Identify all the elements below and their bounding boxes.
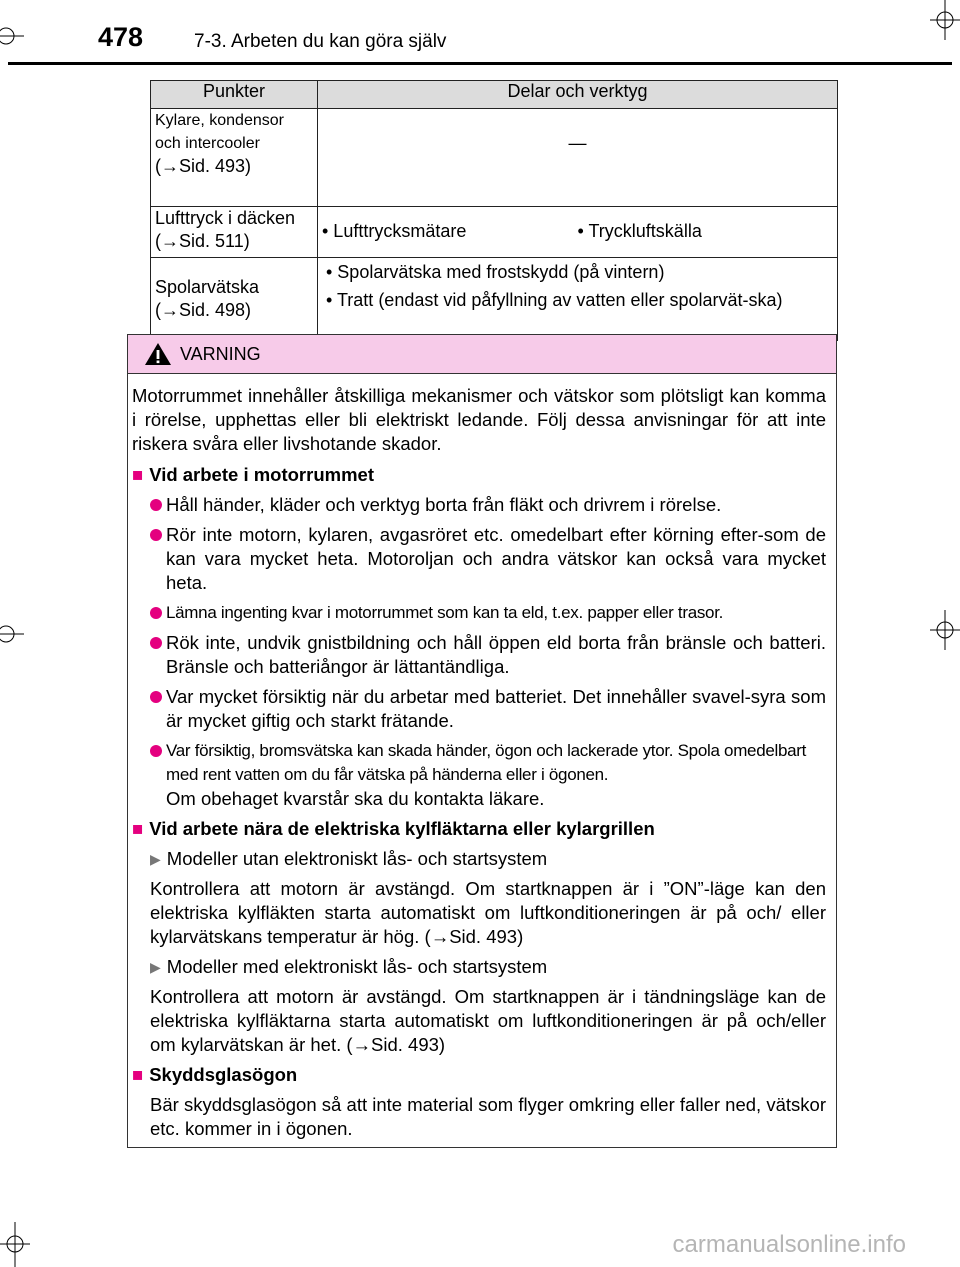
list-item: Var mycket försiktig när du arbetar med batteriet. Det innehåller svavel-syra som är mycket giftig och starkt frätande.: [132, 685, 826, 733]
crop-mark-top-left: [0, 16, 24, 56]
crop-mark-mid-right: [930, 610, 960, 650]
list-item: Rör inte motorn, kylaren, avgasröret etc. omedelbart efter körning efter-som de kan vara mycket heta. Motoroljan och andra vätskor kan också vara mycket heta.: [132, 523, 826, 595]
paragraph: Kontrollera att motorn är avstängd. Om startknappen är i tändningsläge kan de elektriska kylfläktarna starta automatiskt om luftkonditioneringen är på och/eller om kylarvätskan är het. (→Sid. 493): [150, 986, 826, 1055]
model-subheading: ▶ Modeller med elektroniskt lås- och startsystem: [150, 956, 548, 977]
list-item: Var försiktig, bromsvätska kan skada händer, ögon och lackerade ytor. Spola omedelbart med rent vatten om du får vätska på händerna eller i ögonen. Om obehaget kvarstår ska du kontakta läkare.: [132, 739, 826, 811]
item-label: Kylare, kondensor: [155, 112, 284, 129]
section-heading: ■ Vid arbete i motorrummet: [132, 464, 374, 485]
table-header-row: [151, 81, 838, 109]
tool-item: • Tratt (endast vid påfyllning av vatten eller spolarvät-ska): [326, 290, 783, 310]
section-title: 7-3. Arbeten du kan göra själv: [194, 31, 447, 52]
bullet-icon: [150, 499, 162, 511]
warning-intro: Motorrummet innehåller åtskilliga mekanismer och vätskor som plötsligt kan komma i rörelse, upphettas eller bli elektriskt ledande. Följ dessa anvisningar för att inte riskera svåra eller livshotande skador.: [132, 385, 826, 454]
tools-table: [150, 80, 838, 341]
paragraph: Bär skyddsglasögon så att inte material som flyger omkring eller faller ned, vätskor etc. kommer in i ögonen.: [150, 1094, 826, 1139]
table-row: [151, 109, 838, 207]
tool-item: • Spolarvätska med frostskydd (på vintern): [326, 262, 665, 282]
square-bullet-icon: ■: [132, 464, 144, 485]
square-bullet-icon: ■: [132, 818, 144, 839]
tools-cell: —: [318, 109, 838, 207]
watermark: carmanualsonline.info: [672, 1231, 906, 1258]
column-header: Delar och verktyg: [318, 81, 838, 109]
section-heading: ■ Vid arbete nära de elektriska kylfläktarna eller kylargrillen: [132, 818, 655, 839]
tools-cell: [318, 258, 838, 341]
tools-cell: [318, 207, 838, 258]
page-reference: (→Sid. 498): [155, 300, 252, 320]
paragraph: Kontrollera att motorn är avstängd. Om startknappen är i ”ON”-läge kan den elektriska kylfläkten starta automatiskt om luftkonditioneringen är på och/ eller kylarvätskans temperatur är hög. (→Sid. 493): [150, 878, 826, 947]
item-label: och intercooler: [155, 135, 260, 152]
section-heading: ■ Skyddsglasögon: [132, 1064, 298, 1085]
item-cell: [151, 207, 318, 258]
list-item: Håll händer, kläder och verktyg borta från fläkt och drivrem i rörelse.: [132, 493, 826, 517]
item-label: Lufttryck i däcken: [155, 208, 296, 228]
item-label: Spolarvätska: [155, 277, 260, 297]
warning-title: VARNING: [180, 343, 261, 364]
bullet-icon: [150, 607, 162, 619]
header-rule: [8, 62, 952, 65]
warning-box: [127, 334, 837, 1148]
crop-mark-mid-left: [0, 614, 24, 654]
bullet-icon: [150, 691, 162, 703]
crop-mark-top-right: [930, 0, 960, 40]
bullet-icon: [150, 529, 162, 541]
square-bullet-icon: ■: [132, 1064, 144, 1085]
triangle-bullet-icon: ▶: [150, 851, 161, 867]
tool-item: • Tryckluftskälla: [577, 221, 702, 241]
warning-header: [128, 335, 836, 374]
column-header: Punkter: [151, 81, 318, 109]
list-item-continuation: Om obehaget kvarstår ska du kontakta läkare.: [166, 788, 545, 809]
bullet-icon: [150, 637, 162, 649]
crop-mark-bottom-left: [0, 1222, 30, 1267]
page-number: 478: [98, 22, 144, 52]
page-reference: (→Sid. 493): [155, 156, 252, 176]
page-reference: (→Sid. 511): [155, 231, 250, 251]
model-subheading: ▶ Modeller utan elektroniskt lås- och startsystem: [150, 848, 548, 869]
table-row: [151, 258, 838, 341]
warning-triangle-icon: [144, 342, 172, 366]
item-cell: [151, 109, 318, 207]
item-cell: [151, 258, 318, 341]
bullet-icon: [150, 745, 162, 757]
list-item: Rök inte, undvik gnistbildning och håll öppen eld borta från bränsle och batteri. Bränsle och batteriångor är lättantändliga.: [132, 631, 826, 679]
list-item: Lämna ingenting kvar i motorrummet som kan ta eld, t.ex. papper eller trasor.: [132, 601, 826, 625]
triangle-bullet-icon: ▶: [150, 959, 161, 975]
table-row: [151, 207, 838, 258]
tool-item: • Lufttrycksmätare: [322, 221, 467, 241]
